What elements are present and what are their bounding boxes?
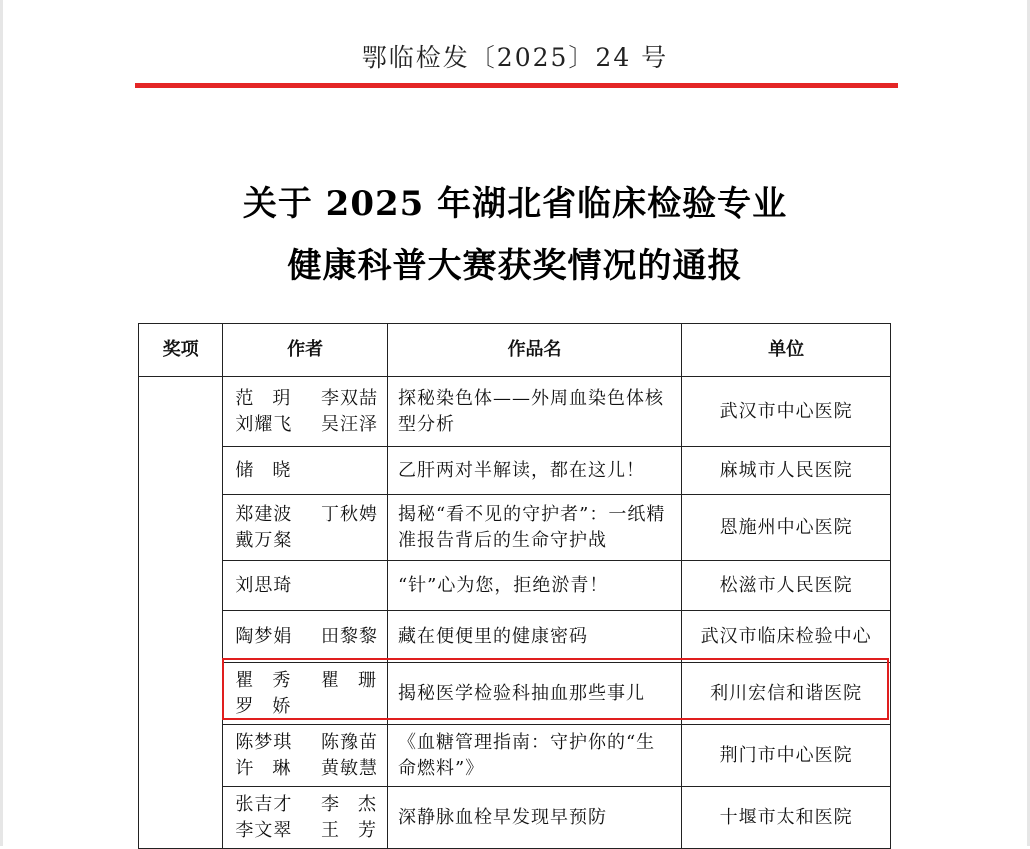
unit-cell: 松滋市人民医院: [682, 561, 891, 611]
author-name: 李 杰: [320, 793, 377, 815]
table-row: [139, 495, 891, 561]
table-row: [139, 663, 891, 725]
author-name: 许 琳: [235, 757, 292, 779]
work-title-cell: 藏在便便里的健康密码: [387, 611, 681, 663]
author-line: [235, 624, 377, 650]
authors-cell: [223, 725, 388, 787]
author-name: 瞿 秀: [235, 669, 292, 691]
work-title-cell: “针”心为您，拒绝淤青！: [387, 561, 681, 611]
authors-cell: [223, 447, 388, 495]
author-line: [235, 694, 377, 720]
author-name: 刘 思 琦: [235, 574, 293, 596]
author-name: 黄 敏 慧: [320, 757, 378, 779]
author-name: 李 文 翠: [235, 819, 293, 841]
author-line: [235, 818, 377, 844]
author-name: 瞿 珊: [320, 669, 377, 691]
work-title-cell: 深静脉血栓早发现早预防: [387, 787, 681, 849]
table-row: [139, 561, 891, 611]
table-row: [139, 611, 891, 663]
table-header-row: [139, 324, 891, 377]
author-name: 陈 梦 琪: [235, 731, 293, 753]
authors-cell: [223, 787, 388, 849]
unit-cell: 武汉市中心医院: [682, 377, 891, 447]
unit-cell: 恩施州中心医院: [682, 495, 891, 561]
author-line: [235, 756, 377, 782]
table-row: [139, 447, 891, 495]
author-line: [235, 573, 377, 599]
title-line-2: 健康科普大赛获奖情况的通报: [287, 246, 743, 286]
author-name: 储 晓: [235, 459, 292, 481]
author-name: 田 黎 黎: [320, 625, 378, 647]
author-name: 罗 娇: [235, 695, 292, 717]
author-name: 陶 梦 娟: [235, 625, 293, 647]
work-title-cell: 揭秘医学检验科抽血那些事儿: [387, 663, 681, 725]
work-title-cell: 乙肝两对半解读，都在这儿！: [387, 447, 681, 495]
unit-cell: 麻城市人民医院: [682, 447, 891, 495]
authors-cell: [223, 377, 388, 447]
unit-cell: 利川宏信和谐医院: [682, 663, 891, 725]
table-row: [139, 377, 891, 447]
author-name: 王 芳: [320, 819, 377, 841]
author-name: 丁 秋 娉: [320, 503, 378, 525]
column-header-author: 作者: [223, 324, 388, 377]
red-header-rule: [135, 83, 898, 88]
table-row: [139, 787, 891, 849]
unit-cell: 武汉市临床检验中心: [682, 611, 891, 663]
awards-table: [138, 323, 891, 849]
author-line: [235, 528, 377, 554]
column-header-award: 奖项: [139, 324, 223, 377]
author-line: [235, 792, 377, 818]
author-name: 郑 建 波: [235, 503, 293, 525]
award-cell: [139, 377, 223, 849]
author-line: [235, 412, 377, 438]
unit-cell: 荆门市中心医院: [682, 725, 891, 787]
author-name: 刘 耀 飞: [235, 413, 293, 435]
document-number: 鄂临检发〔2025〕24 号: [361, 43, 669, 72]
unit-cell: 十堰市太和医院: [682, 787, 891, 849]
author-name: 戴 万 粲: [235, 529, 293, 551]
authors-cell: [223, 611, 388, 663]
author-name: 李 双 喆: [320, 387, 378, 409]
page-edge-left: [0, 0, 3, 846]
author-line: [235, 668, 377, 694]
column-header-work: 作品名: [387, 324, 681, 377]
author-name: 张 吉 才: [235, 793, 293, 815]
author-name: 陈 豫 苗: [320, 731, 378, 753]
author-line: [235, 386, 377, 412]
authors-cell: [223, 561, 388, 611]
table-row: [139, 725, 891, 787]
work-title-cell: 揭秘“看不见的守护者”：一纸精准报告背后的生命守护战: [387, 495, 681, 561]
author-name: 吴 汪 泽: [320, 413, 378, 435]
authors-cell: [223, 495, 388, 561]
author-line: [235, 730, 377, 756]
author-line: [235, 458, 377, 484]
author-name: 范 玥: [235, 387, 292, 409]
author-line: [235, 502, 377, 528]
work-title-cell: 《血糖管理指南：守护你的“生命燃料”》: [387, 725, 681, 787]
authors-cell: [223, 663, 388, 725]
work-title-cell: 探秘染色体——外周血染色体核型分析: [387, 377, 681, 447]
title-line-1: 关于 2025 年湖北省临床检验专业: [242, 184, 788, 224]
column-header-unit: 单位: [682, 324, 891, 377]
